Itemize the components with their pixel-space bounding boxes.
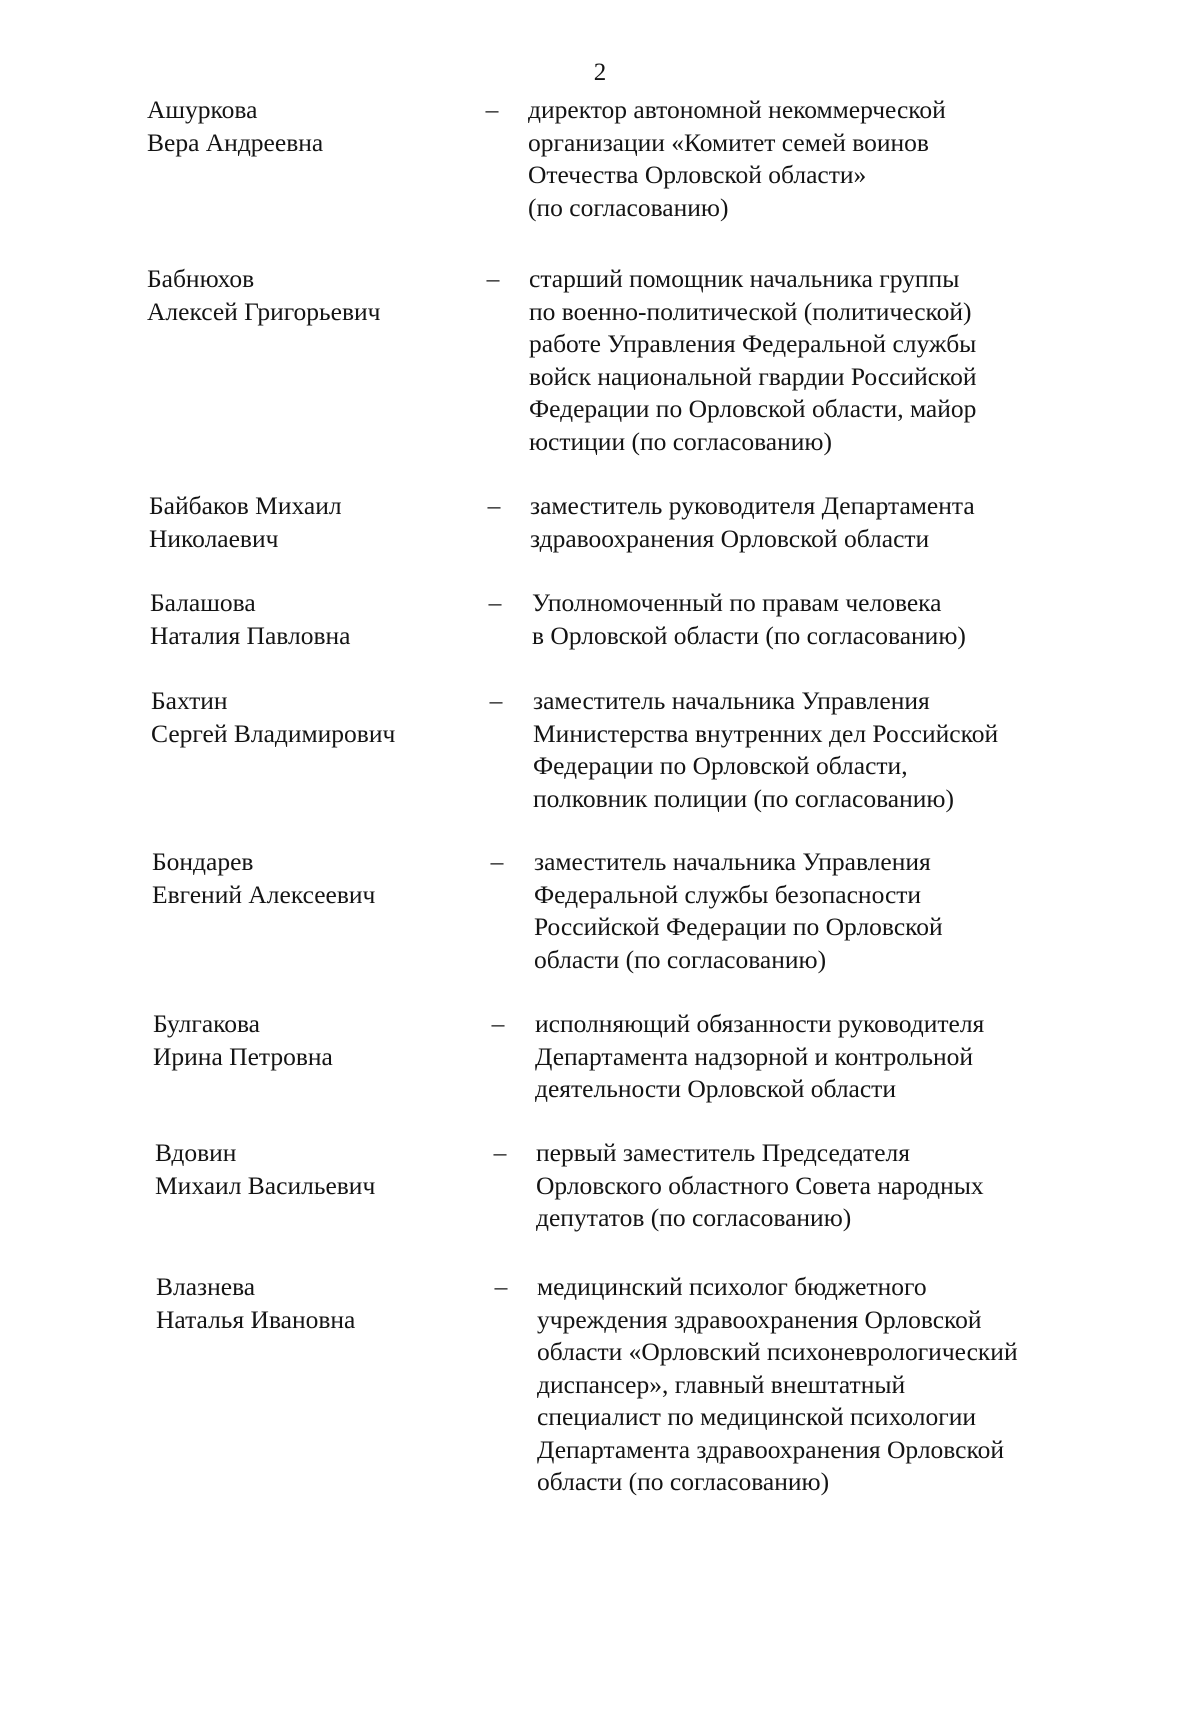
dash-separator: –	[490, 847, 504, 876]
member-position: заместитель начальника Управления Министерства внутренних дел Российской Федерации по Орловской области, полковник полиции (по согласованию)	[533, 686, 999, 813]
member-name: Балашова Наталия Павловна	[150, 588, 351, 650]
member-position: заместитель руководителя Департамента здравоохранения Орловской области	[530, 491, 975, 553]
member-name: Бабнюхов Алексей Григорьевич	[147, 264, 381, 326]
member-position: заместитель начальника Управления Федеральной службы безопасности Российской Федерации по Орловской области (по согласованию)	[534, 847, 943, 974]
member-position: первый заместитель Председателя Орловского областного Совета народных депутатов (по согласованию)	[536, 1138, 984, 1232]
dash-separator: –	[489, 686, 503, 715]
member-position: старший помощник начальника группы по военно-политической (политической) работе Управления Федеральной службы войск национальной гвардии Российской Федерации по Орловской области, майор юстиции (по согласованию)	[529, 264, 977, 456]
page-number: 2	[593, 59, 607, 86]
dash-separator: –	[487, 491, 501, 520]
dash-separator: –	[485, 95, 499, 124]
member-position: Уполномоченный по правам человека в Орловской области (по согласованию)	[532, 588, 966, 650]
member-name: Байбаков Михаил Николаевич	[149, 491, 342, 553]
dash-separator: –	[488, 588, 502, 617]
dash-separator: –	[491, 1009, 505, 1038]
member-name: Вдовин Михаил Васильевич	[155, 1138, 376, 1200]
member-name: Влазнева Наталья Ивановна	[156, 1272, 356, 1334]
member-name: Бондарев Евгений Алексеевич	[152, 847, 376, 909]
member-position: директор автономной некоммерческой организации «Комитет семей воинов Отечества Орловской области» (по согласованию)	[528, 95, 946, 222]
member-name: Булгакова Ирина Петровна	[153, 1009, 333, 1071]
dash-separator: –	[494, 1272, 508, 1301]
member-position: медицинский психолог бюджетного учреждения здравоохранения Орловской области «Орловский психоневрологический диспансер», главный внештатный специалист по медицинской психологии Департамента здравоохранения Орловской области (по согласованию)	[537, 1272, 1018, 1496]
member-position: исполняющий обязанности руководителя Департамента надзорной и контрольной деятельности Орловской области	[535, 1009, 985, 1103]
member-name: Бахтин Сергей Владимирович	[151, 686, 396, 748]
member-name: Ашуркова Вера Андреевна	[147, 95, 324, 157]
dash-separator: –	[486, 264, 500, 293]
dash-separator: –	[493, 1138, 507, 1167]
